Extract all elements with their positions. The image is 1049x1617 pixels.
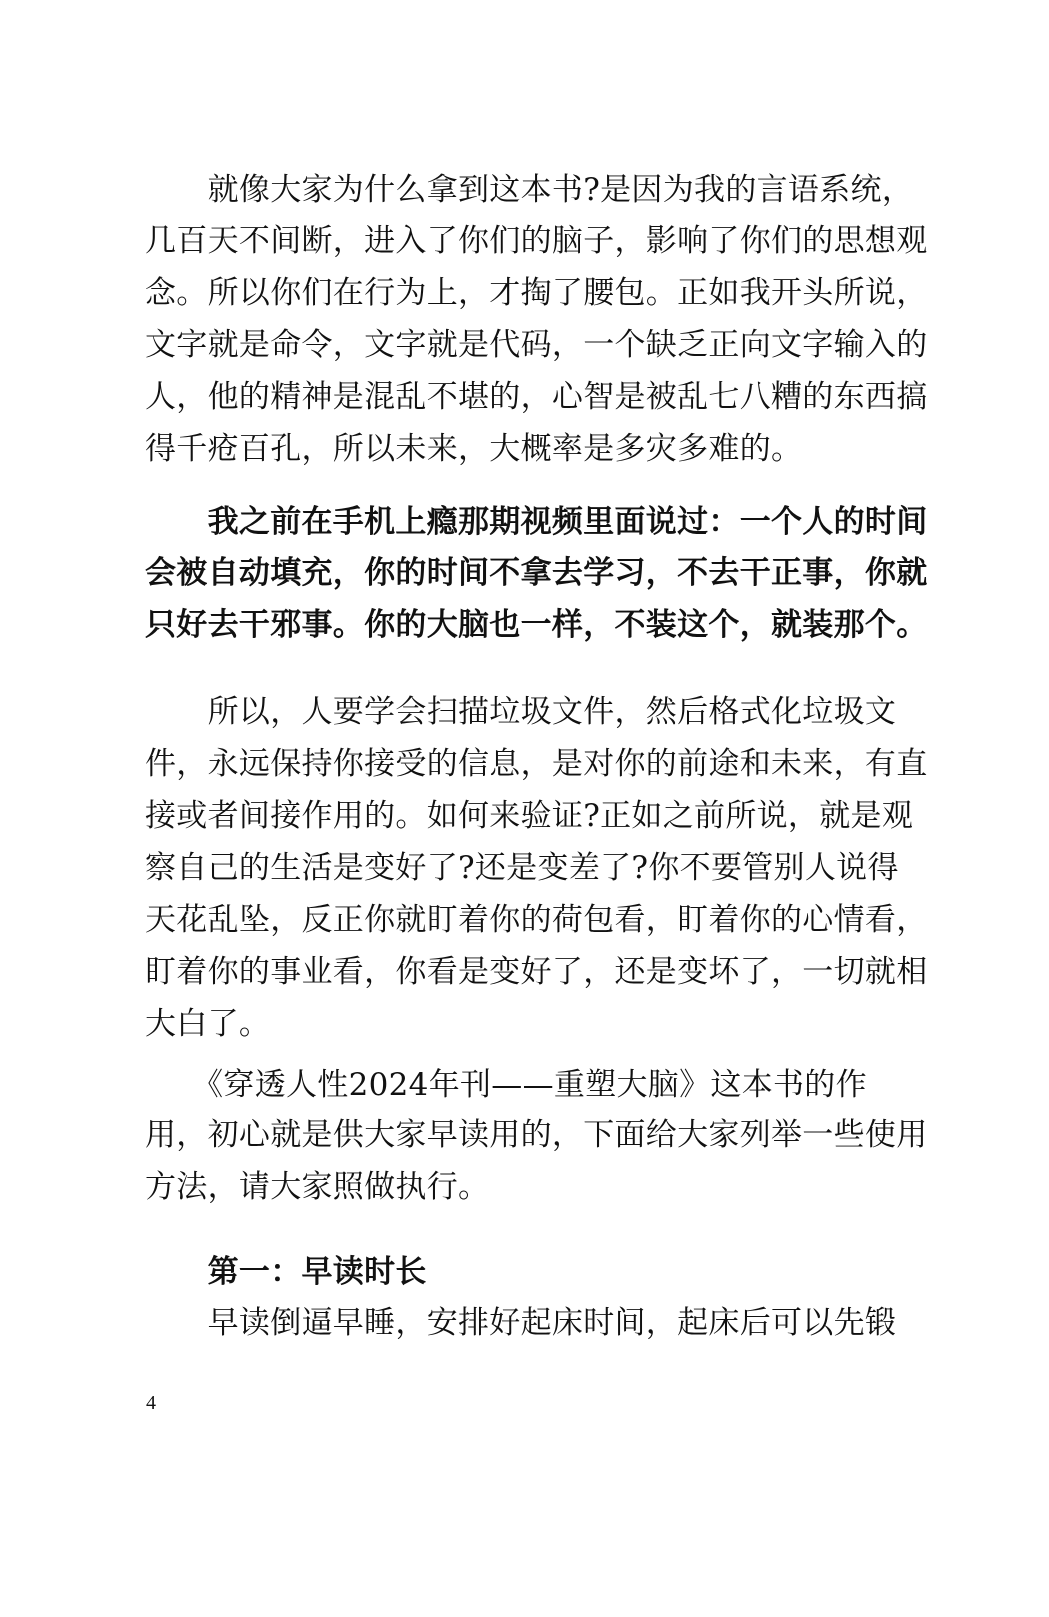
text-line: 人，他的精神是混乱不堪的，心智是被乱七八糟的东西搞: [145, 379, 928, 415]
text-line: 就像大家为什么拿到这本书?是因为我的言语系统，: [145, 172, 914, 208]
text-line: 方法，请大家照做执行。: [145, 1169, 490, 1205]
text-line: 天花乱坠，反正你就盯着你的荷包看，盯着你的心情看，: [145, 902, 928, 938]
text-line: 念。所以你们在行为上，才掏了腰包。正如我开头所说，: [145, 275, 928, 311]
text-line: 大白了。: [145, 1006, 271, 1042]
text-line: 文字就是命令，文字就是代码，一个缺乏正向文字输入的: [145, 327, 928, 363]
text-line: 只好去干邪事。你的大脑也一样，不装这个，就装那个。: [145, 607, 928, 643]
text-line: 接或者间接作用的。如何来验证?正如之前所说，就是观: [145, 798, 914, 834]
text-line: 《穿透人性2024年刊——重塑大脑》这本书的作: [145, 1067, 867, 1103]
text-line: 几百天不间断，进入了你们的脑子，影响了你们的思想观: [145, 223, 928, 259]
section-heading: 第一：早读时长: [145, 1254, 427, 1290]
text-line: 察自己的生活是变好了?还是变差了?你不要管别人说得: [145, 850, 899, 886]
text-line: 盯着你的事业看，你看是变好了，还是变坏了，一切就相: [145, 954, 928, 990]
text-line: 早读倒逼早睡，安排好起床时间，起床后可以先锻: [145, 1305, 897, 1341]
text-line: 得千疮百孔，所以未来，大概率是多灾多难的。: [145, 431, 803, 467]
text-line: 件，永远保持你接受的信息，是对你的前途和未来，有直: [145, 746, 928, 782]
text-line: 所以，人要学会扫描垃圾文件，然后格式化垃圾文: [145, 694, 897, 730]
text-line: 会被自动填充，你的时间不拿去学习，不去干正事，你就: [145, 555, 928, 591]
page-number: 4: [146, 1392, 156, 1414]
text-line: 用，初心就是供大家早读用的，下面给大家列举一些使用: [145, 1117, 928, 1153]
text-line: 我之前在手机上瘾那期视频里面说过：一个人的时间: [145, 504, 928, 540]
